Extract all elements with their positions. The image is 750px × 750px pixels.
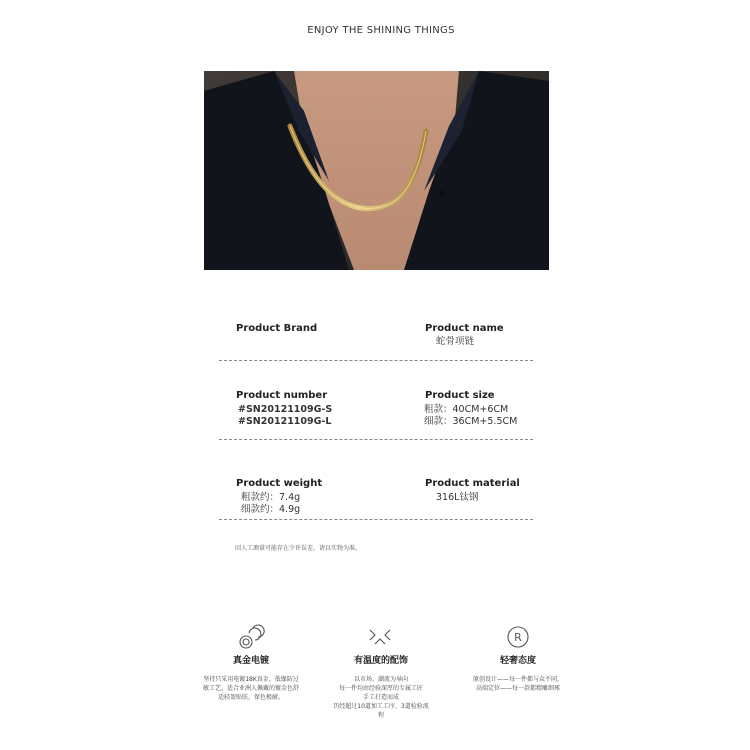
product-name-label: Product name <box>425 323 504 334</box>
feature-title: 轻奢态度 <box>499 656 536 666</box>
product-material-label: Product material <box>425 478 520 489</box>
product-number-value: #SN20121109G-S <box>238 404 333 415</box>
product-weight-label: Product weight <box>236 478 323 489</box>
divider <box>219 519 533 520</box>
page-title: ENJOY THE SHINING THINGS <box>307 25 455 36</box>
feature-description: 坚持只采用电镀18K真金、低镍防过 敏工艺，适合亚洲人佩戴的镀金色舒 适轻盈贴肤，保色极耐。 <box>202 676 299 701</box>
product-brand-label: Product Brand <box>236 323 318 334</box>
coins-icon <box>236 622 266 652</box>
divider <box>219 360 533 361</box>
product-size-value: 粗款：40CM+6CM <box>424 404 509 415</box>
product-size-value: 细款：36CM+5.5CM <box>424 416 518 427</box>
product-weight-value: 粗款约：7.4g <box>241 492 301 503</box>
product-name-value: 蛇骨项链 <box>436 336 475 347</box>
measurement-note: 因人工测量可能存在少许误差，请以实物为准。 <box>235 545 362 552</box>
feature-title: 真金电镀 <box>232 656 269 666</box>
feature-title: 有温度的配饰 <box>353 656 408 666</box>
product-material-value: 316L钛钢 <box>436 492 479 503</box>
divider <box>219 439 533 440</box>
product-number-value: #SN20121109G-L <box>238 416 332 427</box>
product-size-label: Product size <box>425 390 495 401</box>
registered-icon <box>503 622 533 652</box>
feature-description: 以市场、潮流为导向 每一件均由经验深厚的专属工匠 手工打造而成 历经超过10道加工工序、3道检验流 程 <box>333 676 429 719</box>
svg-text:R: R <box>514 631 522 644</box>
product-weight-value: 细款约：4.9g <box>241 504 301 515</box>
product-photo <box>204 71 549 270</box>
arrows-icon <box>365 622 395 652</box>
product-number-label: Product number <box>236 390 328 401</box>
feature-description: 原创设计——每一件都与众不同， 高端定位——每一款都精雕细琢 <box>472 676 563 692</box>
